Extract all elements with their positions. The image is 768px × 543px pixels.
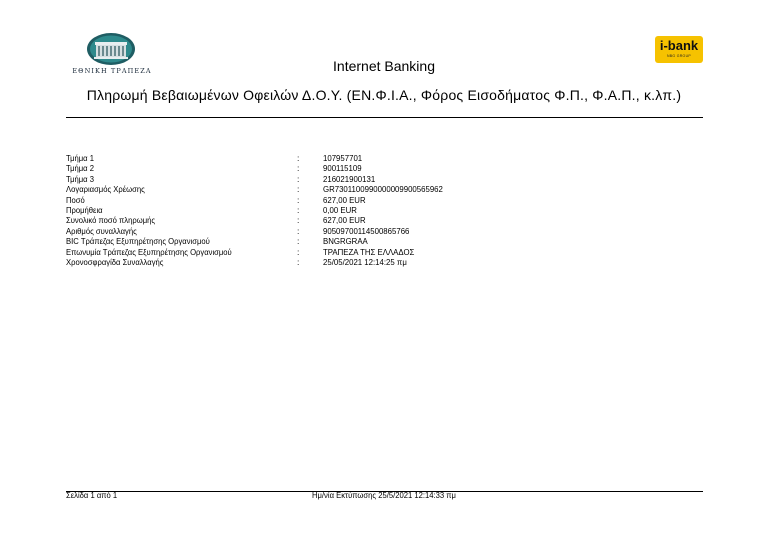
detail-row bbox=[66, 153, 586, 163]
detail-value: 9050970011450086576​6 bbox=[323, 225, 410, 236]
detail-separator: : bbox=[297, 153, 300, 163]
detail-value: ΤΡΑΠΕΖΑ ΤΗΣ ΕΛΛΑΔΟΣ bbox=[323, 246, 415, 257]
detail-label: BIC Τράπεζας Εξυπηρέτησης Οργανισμού bbox=[66, 236, 210, 247]
print-date: Ημ/νία Εκτύπωσης 25/5/2021 12:14:33 πμ bbox=[312, 490, 456, 500]
detail-label: Επωνυμία Τράπεζας Εξυπηρέτησης Οργανισμού bbox=[66, 246, 232, 257]
detail-label: Λογαριασμός Χρέωσης bbox=[66, 184, 145, 195]
page-number: Σελίδα 1 από 1 bbox=[66, 490, 118, 500]
detail-label: Συνολικό ποσό πληρωμής bbox=[66, 215, 156, 226]
detail-row bbox=[66, 184, 586, 194]
detail-row bbox=[66, 174, 586, 184]
detail-separator: : bbox=[297, 225, 300, 236]
detail-value: 107957701 bbox=[323, 153, 363, 163]
detail-label: Αριθμός συναλλαγής bbox=[66, 225, 137, 236]
detail-row bbox=[66, 195, 586, 205]
detail-value: 627,00 EUR bbox=[323, 215, 366, 226]
detail-row bbox=[66, 205, 586, 215]
detail-value: GR7301100990000009900565962 bbox=[323, 184, 443, 195]
detail-label: Προμήθεια bbox=[66, 204, 103, 215]
detail-separator: : bbox=[297, 204, 300, 215]
detail-value: 25/05/2021 12:14:25 πμ bbox=[323, 256, 407, 267]
page-subtitle: Πληρωμή Βεβαιωμένων Οφειλών Δ.Ο.Υ. (ΕΝ.Φ.Ι.Α., Φόρος Εισοδήματος Φ.Π., Φ.Α.Π., κ.λπ.) bbox=[86, 87, 682, 103]
detail-separator: : bbox=[297, 246, 300, 257]
detail-row bbox=[66, 226, 586, 236]
detail-separator: : bbox=[297, 256, 300, 267]
detail-separator: : bbox=[297, 236, 300, 247]
page-title: Internet Banking bbox=[333, 58, 435, 74]
detail-value: 627,00 EUR bbox=[323, 194, 366, 205]
ibank-logo-sub: NBG GROUP bbox=[666, 54, 692, 58]
detail-label: Τμήμα 2 bbox=[66, 163, 94, 174]
detail-row bbox=[66, 236, 586, 246]
detail-value: 0,00 EUR bbox=[323, 204, 357, 215]
detail-label: Χρονοσφραγίδα Συναλλαγής bbox=[66, 256, 164, 267]
detail-separator: : bbox=[297, 163, 300, 174]
detail-label: Τμήμα 3 bbox=[66, 173, 94, 184]
transaction-details bbox=[66, 153, 586, 267]
detail-separator: : bbox=[297, 184, 300, 195]
detail-value: BNGRGRAA bbox=[323, 236, 368, 247]
detail-label: Τμήμα 1 bbox=[66, 153, 94, 163]
detail-row bbox=[66, 215, 586, 225]
detail-separator: : bbox=[297, 215, 300, 226]
detail-row bbox=[66, 163, 586, 173]
detail-row bbox=[66, 257, 586, 267]
detail-label: Ποσό bbox=[66, 194, 85, 205]
header-divider bbox=[66, 117, 703, 118]
detail-row bbox=[66, 247, 586, 257]
detail-value: 900115109 bbox=[323, 163, 362, 174]
bank-caption: ΕΘΝΙΚΗ ΤΡΑΠΕΖΑ bbox=[72, 67, 152, 75]
detail-value: 216021900131 bbox=[323, 173, 376, 184]
detail-separator: : bbox=[297, 173, 300, 184]
ibank-logo-text: i-bank bbox=[659, 38, 699, 53]
detail-separator: : bbox=[297, 194, 300, 205]
